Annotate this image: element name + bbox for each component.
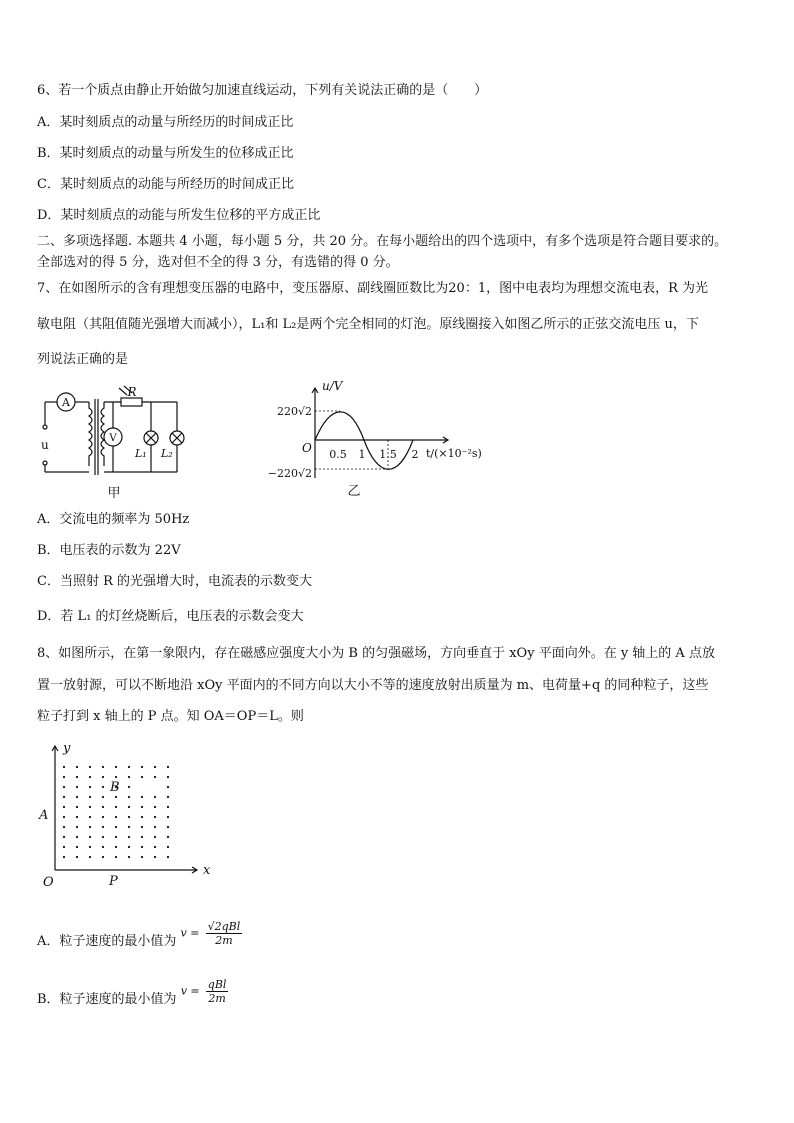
field-dot <box>102 816 104 818</box>
field-dot <box>167 836 169 838</box>
field-dot <box>89 806 91 808</box>
q8-option-b-row <box>37 978 228 1020</box>
field-dot <box>76 806 78 808</box>
field-dot <box>63 846 65 848</box>
q7-stem-line2: 敏电阻（其阻值随光强增大而减小），L₁和 L₂是两个完全相同的灯泡。原线圈接入如图乙所示的正弦交流电压 u，下 <box>37 317 699 332</box>
field-dot <box>115 816 117 818</box>
field-dot <box>167 766 169 768</box>
field-dot <box>89 856 91 858</box>
graph-xtick-0-5: 0.5 <box>329 448 347 461</box>
graph-ylabel: u/V <box>322 379 343 393</box>
field-dot <box>76 856 78 858</box>
q6-option-a: A．某时刻质点的动量与所经历的时间成正比 <box>37 115 294 130</box>
resistor-label: R <box>127 385 137 399</box>
q8-option-a-row <box>37 920 242 962</box>
ammeter-label: A <box>62 396 70 409</box>
figure-jia-caption: 甲 <box>107 486 121 501</box>
section2-line1: 二、多项选择题. 本题共 4 小题，每小题 5 分，共 20 分。在每小题给出的四个选项中，有多个选项是符合题目要求的。 <box>37 234 728 249</box>
y-axis-label: y <box>63 741 71 756</box>
field-dot <box>63 766 65 768</box>
q6-stem: 6、若一个质点由静止开始做匀加速直线运动，下列有关说法正确的是（ ） <box>37 83 488 98</box>
q8-stem-line3: 粒子打到 x 轴上的 P 点。知 OA＝OP＝L。则 <box>37 709 304 724</box>
field-dot <box>128 826 130 828</box>
field-dot <box>128 766 130 768</box>
graph-ymin-label: −220√2 <box>267 467 312 480</box>
field-dot <box>141 816 143 818</box>
field-dot <box>76 846 78 848</box>
field-dot <box>76 816 78 818</box>
voltmeter-label: V <box>109 433 117 444</box>
q8-option-b-text: B．粒子速度的最小值为 <box>37 991 177 1007</box>
q7-stem-line3: 列说法正确的是 <box>37 352 129 367</box>
field-dot <box>102 836 104 838</box>
field-dot <box>167 786 169 788</box>
field-dot <box>76 776 78 778</box>
field-dot <box>115 856 117 858</box>
q8-option-a-text: A．粒子速度的最小值为 <box>37 933 177 949</box>
q8-option-b-fraction <box>206 978 229 1005</box>
magnetic-field-diagram <box>37 740 217 890</box>
field-dot <box>141 846 143 848</box>
field-dot <box>89 766 91 768</box>
field-dot <box>141 806 143 808</box>
field-dot <box>63 816 65 818</box>
field-dot <box>141 776 143 778</box>
field-dot <box>154 806 156 808</box>
q7-option-b: B．电压表的示数为 22V <box>37 543 181 558</box>
field-dot <box>167 816 169 818</box>
field-dot <box>102 806 104 808</box>
q8-option-b-denominator: 2m <box>208 992 226 1005</box>
field-dot <box>102 776 104 778</box>
field-dot <box>115 796 117 798</box>
q8-option-b-numerator: qBl <box>207 978 227 991</box>
lamp2-label: L₂ <box>161 447 173 460</box>
point-a-label: A <box>39 808 49 823</box>
source-label: u <box>41 438 49 452</box>
graph-xtick-1: 1 <box>358 448 366 461</box>
field-dot <box>154 796 156 798</box>
field-dot <box>167 796 169 798</box>
field-dot <box>154 766 156 768</box>
field-dot <box>89 776 91 778</box>
field-dot <box>154 816 156 818</box>
field-dot <box>167 846 169 848</box>
q8-option-b-v: v = <box>180 984 200 998</box>
field-dot <box>102 766 104 768</box>
field-dot <box>89 836 91 838</box>
q8-option-a-fraction <box>206 920 243 947</box>
section2-line2: 全部选对的得 5 分，选对但不全的得 3 分，有选错的得 0 分。 <box>37 255 399 270</box>
x-axis-label: x <box>203 863 211 878</box>
field-dot <box>89 786 91 788</box>
field-dot <box>102 856 104 858</box>
field-dot <box>102 846 104 848</box>
graph-xtick-1-5: 1.5 <box>379 448 397 461</box>
q7-option-a: A．交流电的频率为 50Hz <box>37 512 190 527</box>
q8-option-a-v: v = <box>180 926 200 940</box>
field-dot <box>63 806 65 808</box>
field-dot <box>141 766 143 768</box>
q8-option-a-denominator: 2m <box>215 934 233 947</box>
field-dot <box>115 846 117 848</box>
origin-label: O <box>43 875 54 890</box>
field-dot <box>167 776 169 778</box>
field-dot <box>128 856 130 858</box>
graph-xtick-2: 2 <box>411 448 419 461</box>
field-dot <box>76 796 78 798</box>
field-dot <box>128 786 130 788</box>
field-dot <box>102 786 104 788</box>
field-dot <box>115 776 117 778</box>
field-dot <box>154 836 156 838</box>
field-dot <box>102 826 104 828</box>
field-dot <box>128 776 130 778</box>
field-dot <box>128 836 130 838</box>
field-dot <box>76 836 78 838</box>
field-dot <box>128 816 130 818</box>
field-dot <box>115 766 117 768</box>
field-dot <box>89 796 91 798</box>
q6-option-c: C．某时刻质点的动能与所经历的时间成正比 <box>37 177 294 192</box>
q6-option-d: D．某时刻质点的动能与所发生位移的平方成正比 <box>37 208 321 223</box>
field-dot <box>141 826 143 828</box>
q7-option-d: D．若 L₁ 的灯丝烧断后，电压表的示数会变大 <box>37 609 304 624</box>
q6-option-b: B．某时刻质点的动量与所发生的位移成正比 <box>37 146 294 161</box>
field-dot <box>115 836 117 838</box>
q8-option-a-numerator: √2qBl <box>207 920 241 933</box>
field-dot <box>102 796 104 798</box>
q7-stem-line1: 7、在如图所示的含有理想变压器的电路中，变压器原、副线圈匝数比为20：1，图中电表均为理想交流电表，R 为光 <box>37 281 709 296</box>
field-dot <box>89 816 91 818</box>
q8-stem-line2: 置一放射源，可以不断地沿 xOy 平面内的不同方向以大小不等的速度放射出质量为 m、电荷量+q 的同种粒子，这些 <box>37 678 709 693</box>
field-dot <box>89 826 91 828</box>
field-dot <box>167 806 169 808</box>
figure-yi-caption: 乙 <box>347 484 361 499</box>
field-dot <box>63 836 65 838</box>
point-p-label: P <box>109 874 118 889</box>
field-dot <box>128 846 130 848</box>
field-dot <box>63 796 65 798</box>
field-dot <box>141 836 143 838</box>
circuit-diagram-jia <box>37 385 187 503</box>
field-dot <box>115 806 117 808</box>
field-dot <box>128 796 130 798</box>
field-dot <box>63 786 65 788</box>
field-dot <box>154 846 156 848</box>
field-dot <box>167 856 169 858</box>
field-dot <box>76 786 78 788</box>
field-dot <box>76 766 78 768</box>
q8-stem-line1: 8、如图所示，在第一象限内，存在磁感应强度大小为 B 的匀强磁场，方向垂直于 xOy 平面向外。在 y 轴上的 A 点放 <box>37 646 715 661</box>
field-dot <box>63 776 65 778</box>
q7-option-c: C．当照射 R 的光强增大时，电流表的示数变大 <box>37 574 312 589</box>
field-dot <box>141 856 143 858</box>
voltage-graph-yi <box>260 378 500 503</box>
field-dot <box>167 826 169 828</box>
field-dot <box>141 796 143 798</box>
field-dot <box>154 776 156 778</box>
field-dot <box>128 806 130 808</box>
field-dot <box>89 846 91 848</box>
field-dot <box>154 856 156 858</box>
field-dot <box>63 826 65 828</box>
lamp1-label: L₁ <box>135 447 147 460</box>
graph-xlabel: t/(×10⁻²s) <box>426 447 482 460</box>
graph-origin: O <box>302 441 312 455</box>
field-dot <box>63 856 65 858</box>
field-dot <box>154 826 156 828</box>
graph-ymax-label: 220√2 <box>276 405 312 418</box>
field-b-label: B <box>110 780 120 795</box>
field-dot <box>76 826 78 828</box>
field-dot <box>115 826 117 828</box>
